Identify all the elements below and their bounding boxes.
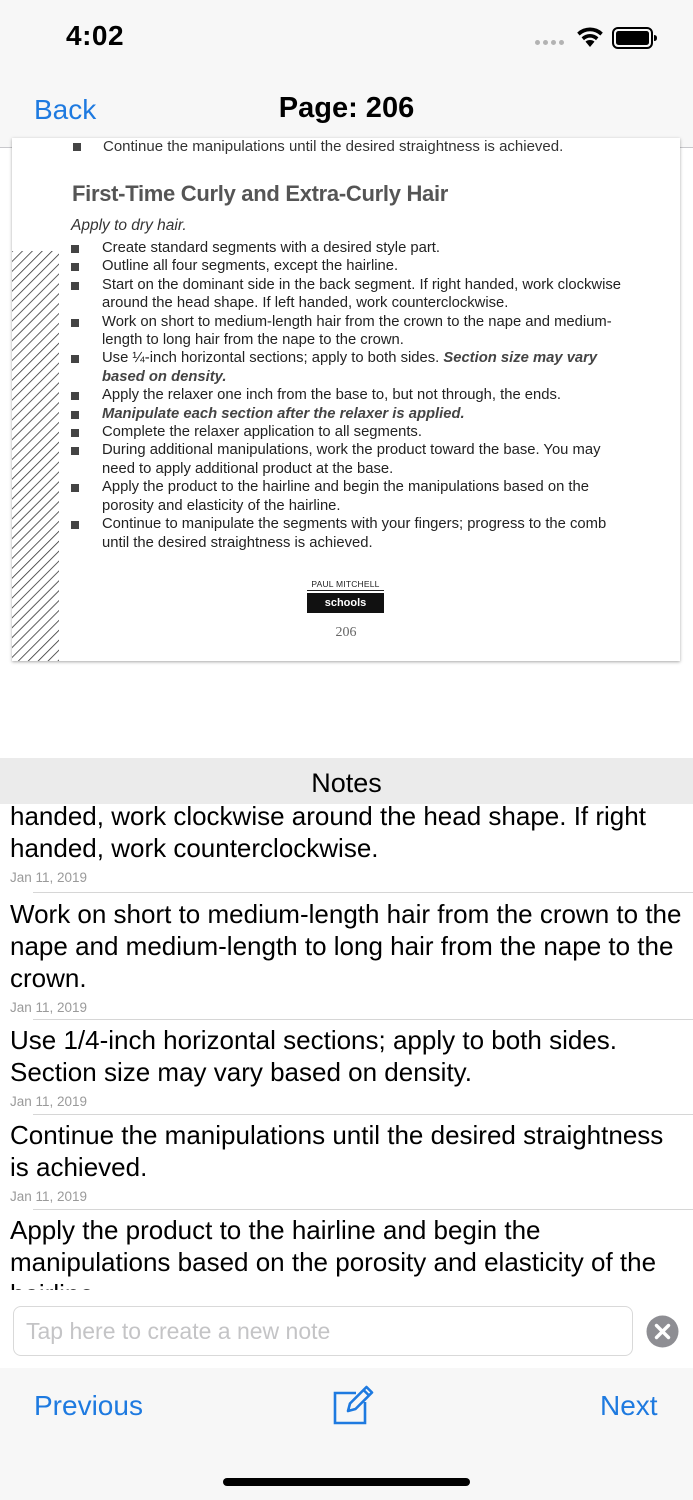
- document-page: [12, 138, 680, 661]
- bullet-square-icon: [71, 263, 79, 271]
- bullet-text: Apply the product to the hairline and begin the manipulations based on the porosity and elasticity of the hairline.: [102, 479, 589, 514]
- note-date: Jan 11, 2019: [10, 1000, 88, 1015]
- bullet-square-icon: [71, 429, 79, 437]
- bullet-text: Use ¼-inch horizontal sections; apply to both sides.: [102, 350, 444, 367]
- note-item[interactable]: [0, 898, 693, 1016]
- note-item[interactable]: [0, 800, 693, 886]
- document-bullet-item: [70, 478, 630, 515]
- paul-mitchell-logo: PAUL MITCHELL schools: [307, 579, 384, 613]
- document-bullet-item: [70, 386, 630, 404]
- document-bullet-item: [70, 423, 630, 441]
- bullet-square-icon: [71, 484, 79, 492]
- note-date: Jan 11, 2019: [10, 1094, 88, 1109]
- bullet-text: Complete the relaxer application to all segments.: [102, 424, 422, 441]
- note-separator: [33, 1114, 693, 1115]
- note-item[interactable]: [0, 1024, 693, 1110]
- bottom-toolbar: [0, 1368, 693, 1500]
- bullet-square-icon: [71, 521, 79, 529]
- document-bullet-item: [70, 276, 630, 313]
- new-note-row: [0, 1290, 693, 1368]
- document-cut-line: Continue the manipulations until the desired straightness is achieved.: [72, 138, 563, 156]
- document-heading: First-Time Curly and Extra-Curly Hair: [72, 181, 449, 206]
- next-button[interactable]: Next: [600, 1390, 658, 1421]
- bullet-text: Start on the dominant side in the back segment. If right handed, work clockwise around the head shape. If left handed, work counterclockwise.: [102, 276, 621, 312]
- new-note-input[interactable]: [13, 1306, 633, 1356]
- note-separator: [33, 1019, 693, 1020]
- bullet-text: Continue to manipulate the segments with your fingers; progress to the comb until the desired straightness is achieved.: [102, 516, 607, 551]
- document-subheading: Apply to dry hair.: [71, 217, 187, 234]
- note-text: Apply the product to the hairline and begin the manipulations based on the porosity and elasticity of the: [10, 1215, 657, 1277]
- bullet-square-icon: [71, 282, 79, 290]
- document-bullet-list: [70, 239, 630, 552]
- document-bullet-item: [70, 239, 630, 257]
- compose-icon[interactable]: [332, 1384, 374, 1426]
- bullet-square-icon: [71, 319, 79, 327]
- home-indicator: [223, 1478, 470, 1486]
- document-bullet-item: [70, 515, 630, 552]
- note-separator: [33, 892, 693, 893]
- note-text: Work on short to medium-length hair from the crown to the nape and medium-length to long hair from the nape to the crown.: [10, 899, 682, 993]
- notes-list[interactable]: [0, 801, 693, 1290]
- cellular-signal-icon: [535, 40, 564, 45]
- document-bullet-item: [70, 405, 630, 423]
- back-button[interactable]: Back: [34, 94, 97, 125]
- note-text: handed, work clockwise around the head shape. If right handed, work counterclockwise.: [10, 801, 646, 863]
- bullet-emphasis: Section size may vary based on density.: [102, 350, 598, 385]
- document-bullet-item: [70, 313, 630, 350]
- bullet-square-icon: [71, 411, 79, 419]
- battery-icon: [612, 27, 658, 49]
- document-viewer[interactable]: [0, 138, 693, 758]
- note-date: Jan 11, 2019: [10, 1189, 88, 1204]
- note-item[interactable]: [0, 1119, 693, 1205]
- bullet-text: During additional manipulations, work the product toward the base. You may need to apply additional product at the base.: [102, 442, 601, 477]
- status-time: 4:02: [66, 20, 125, 51]
- bullet-text: Apply the relaxer one inch from the base to, but not through, the ends.: [102, 387, 561, 404]
- page-title: Page: 206: [278, 92, 415, 124]
- bullet-square-icon: [71, 355, 79, 363]
- status-bar: [0, 0, 693, 76]
- document-bullet-item: [70, 349, 630, 386]
- bullet-text: Work on short to medium-length hair from the crown to the nape and medium-length to long hair from the nape to the crown.: [102, 313, 612, 349]
- hatch-pattern: [12, 251, 59, 661]
- notes-header: Notes: [0, 758, 693, 804]
- wifi-icon: [575, 25, 605, 49]
- bullet-emphasis: Manipulate each section after the relaxer is applied.: [102, 405, 465, 422]
- note-text: Use 1/4-inch horizontal sections; apply to both sides. Section size may vary based on density.: [10, 1025, 618, 1087]
- bullet-text: Create standard segments with a desired style part.: [102, 240, 441, 256]
- document-bullet-item: [70, 441, 630, 478]
- clear-icon[interactable]: [646, 1315, 679, 1348]
- note-separator: [33, 1209, 693, 1210]
- document-bullet-item: [70, 257, 630, 275]
- bullet-text: Outline all four segments, except the hairline.: [102, 258, 399, 275]
- previous-button[interactable]: Previous: [34, 1390, 143, 1421]
- document-page-number: 206: [335, 625, 357, 640]
- bullet-square-icon: [71, 392, 79, 400]
- bullet-square-icon: [71, 447, 79, 455]
- note-text: Continue the manipulations until the desired straightness is achieved.: [10, 1120, 664, 1182]
- note-date: Jan 11, 2019: [10, 870, 88, 885]
- bullet-square-icon: [71, 245, 79, 253]
